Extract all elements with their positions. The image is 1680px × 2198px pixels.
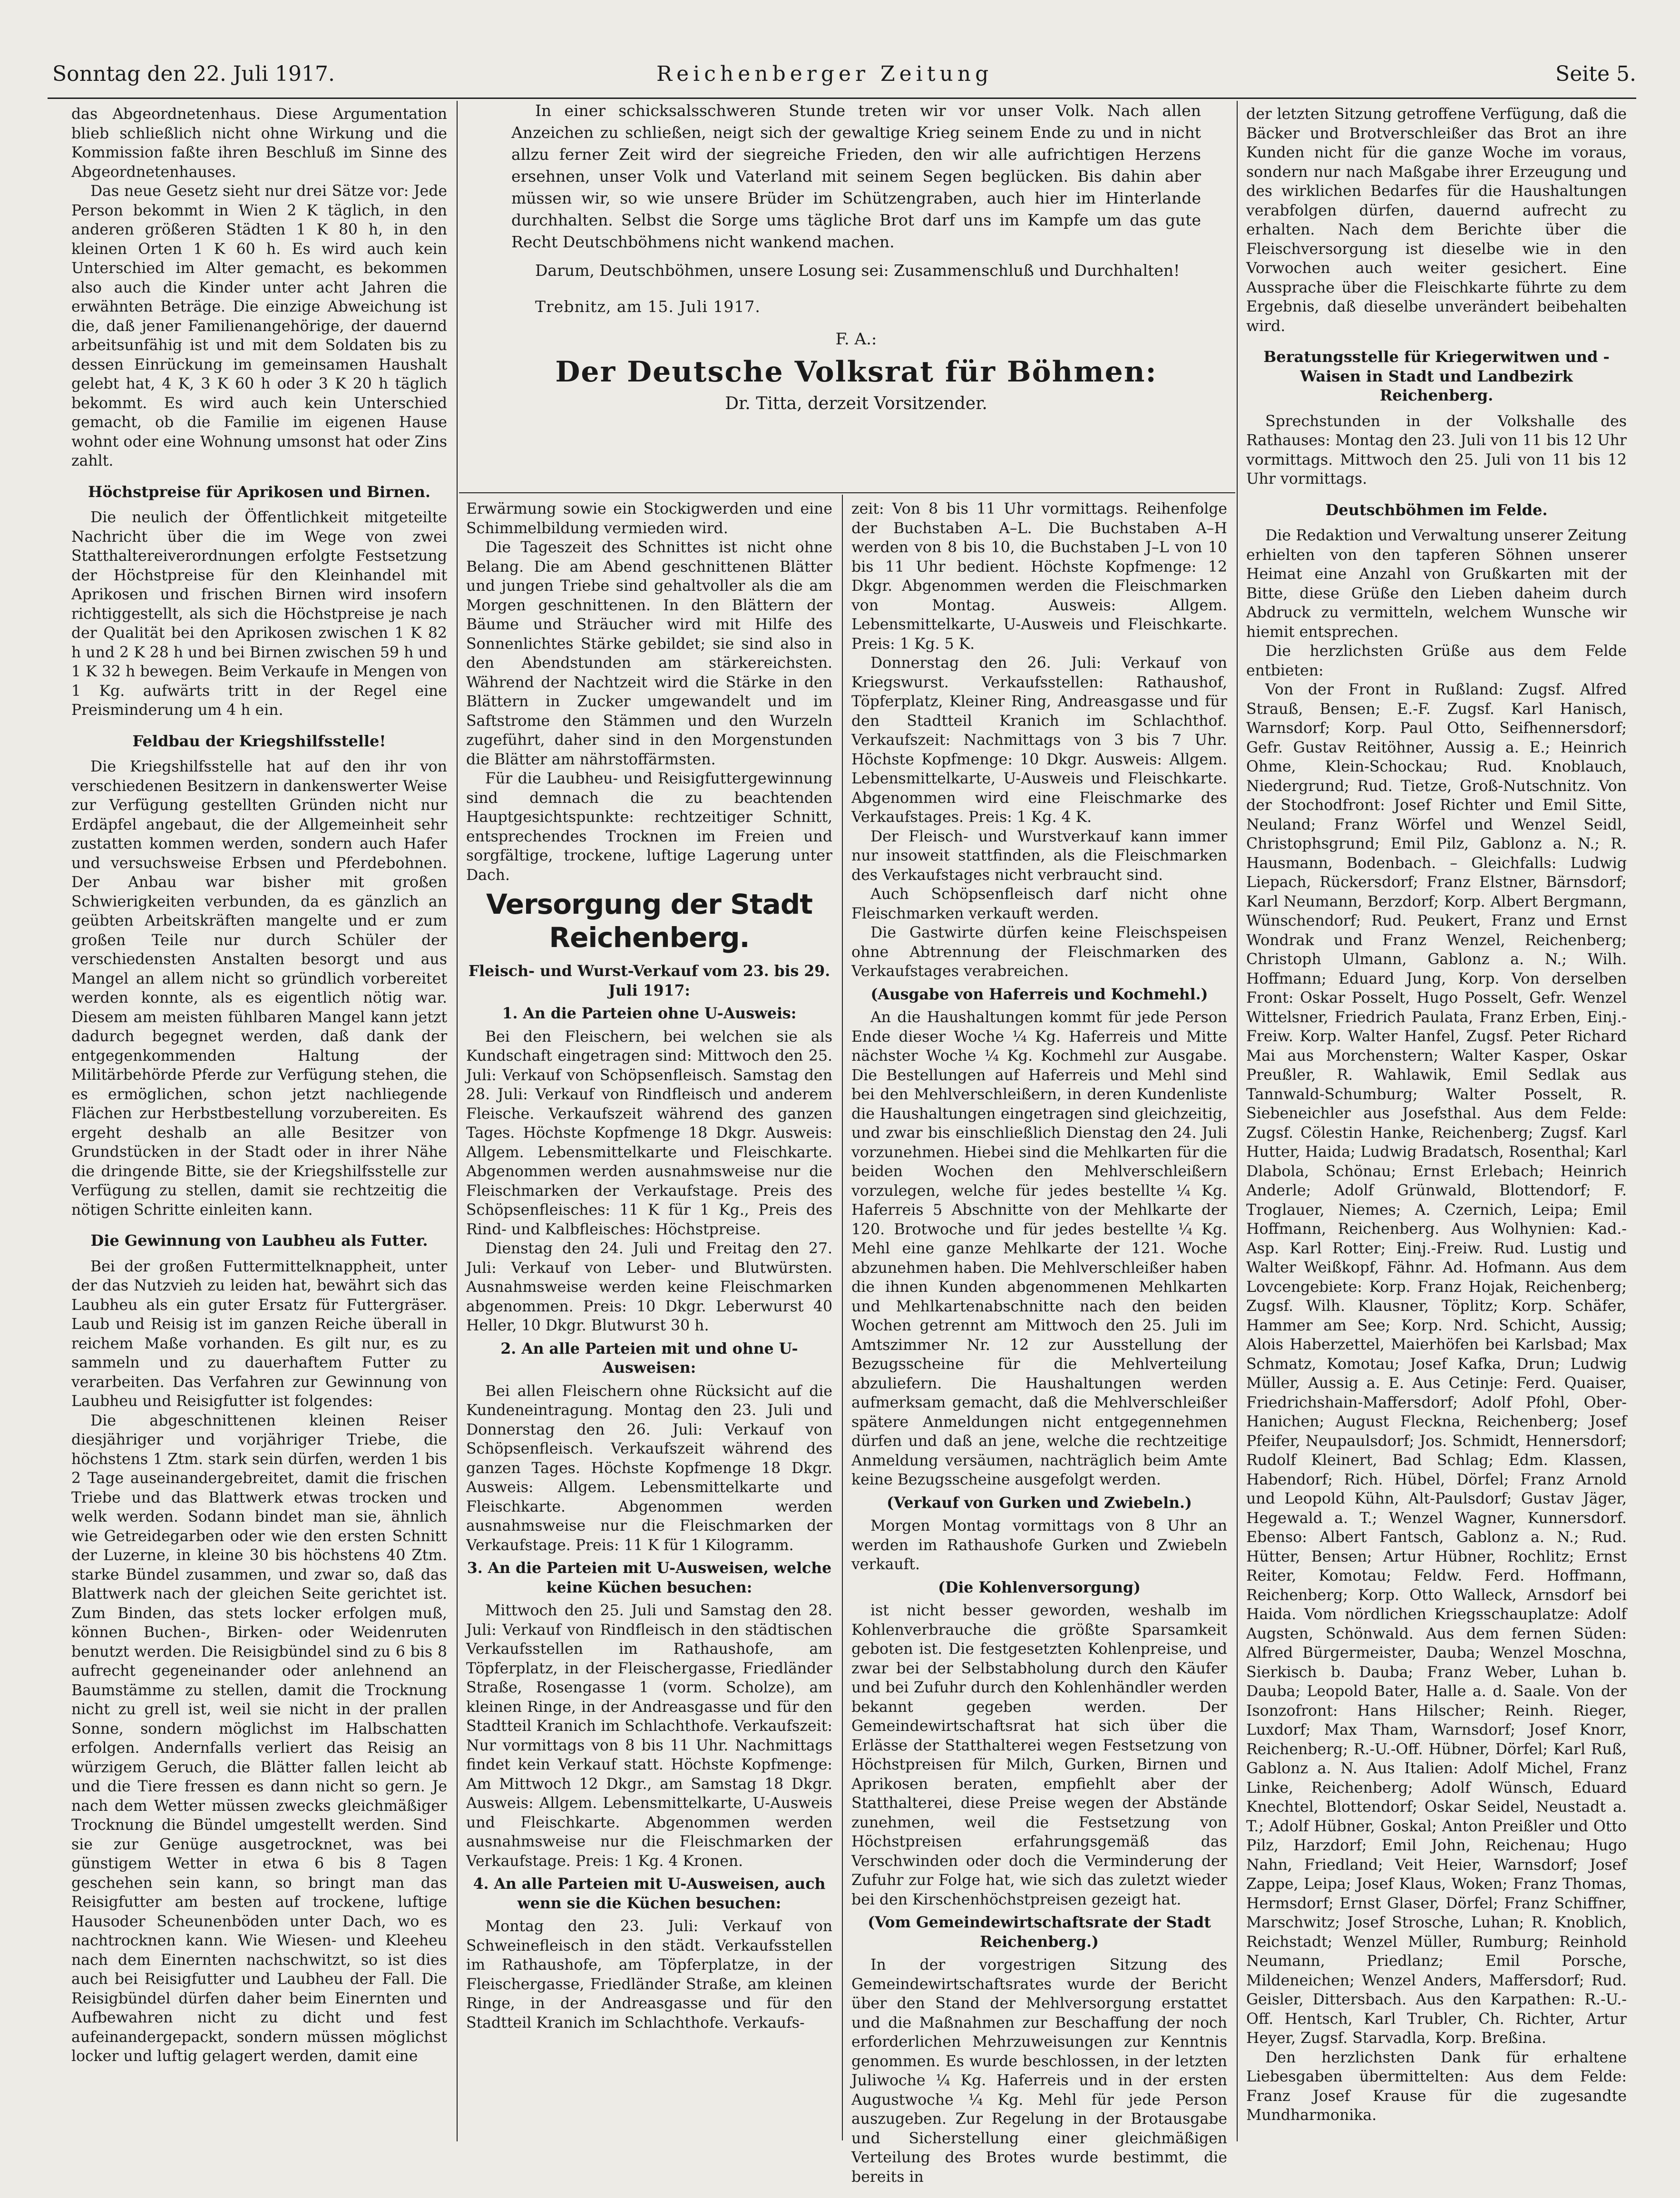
article-heading: Deutschböhmen im Felde.: [1325, 500, 1548, 519]
header-paper-name: Reichenberger Zeitung: [656, 62, 993, 86]
appeal-title: Der Deutsche Volksrat für Böhmen:: [555, 355, 1157, 389]
column-rule: [1237, 101, 1238, 2141]
article-paragraph: Mittwoch den 25. Juli und Samstag den 28. Juli: Verkauf von Rindfleisch in den städtischen Verkaufsstellen im Rathaushofe, am Töpferplatz, in der Fleischergasse, Friedländer Straße, Rosengasse 1 (vorm. Scholze), am kleinen Ringe, in der Andreasgasse und für den Stadtteil Kranich im Schlachthofe. Verkaufszeit: Nur vormittags von 8 bis 11 Uhr. Nachmittags findet kein Verkauf statt. Höchste Kopfmenge: Am Mittwoch 12 Dkgr., am Samstag 18 Dkgr. Ausweis: Allgem. Lebensmittelkarte, U-Ausweis und Fleischkarte. Abgenommen werden ausnahmsweise nur die Fleischmarken der Verkaufstage. Preis: 1 Kg. 4 Kronen.: [466, 1602, 832, 1870]
column-rule: [842, 495, 843, 2140]
article-paragraph: Die Gastwirte dürfen keine Fleischspeisen ohne Abtrennung der Fleischmarken des Verkaufstages verabreichen.: [851, 924, 1227, 980]
article-paragraph: In der vorgestrigen Sitzung des Gemeindewirtschaftsrates wurde der Bericht über den Stand der Mehlversorgung erstattet und die Maßnahmen zur Beschaffung der noch erforderlichen Mehrzuweisungen zur Kenntnis genommen. Es wurde beschlossen, in der letzten Juliwoche ¼ Kg. Haferreis und in der ersten Augustwoche ¼ Kg. Mehl für jede Person auszugeben. Zur Regelung in der Brotausgabe und Sicherstellung einer gleichmäßigen Verteilung des Brotes wurde bestimmt, die bereits in: [851, 1956, 1227, 2186]
header-page-number: Seite 5.: [1555, 62, 1636, 86]
article-paragraph: Bei allen Fleischern ohne Rücksicht auf die Kundeneintragung. Montag den 23. Juli und Donnerstag den 26. Juli: Verkauf von Schöpsenfleisch. Verkaufszeit während des ganzen Tages. Höchste Kopfmenge 18 Dkgr. Ausweis: Allgem. Lebensmittelkarte und Fleischkarte. Abgenommen werden ausnahmsweise nur die Fleischmarken der Verkaufstage. Preis: 11 K für 1 Kilogramm.: [466, 1382, 832, 1554]
article-paragraph: Morgen Montag vormittags von 8 Uhr an werden im Rathaushofe Gurken und Zwiebeln verkauft.: [851, 1517, 1227, 1573]
column-3: [851, 499, 1227, 2186]
column-4: [1246, 105, 1627, 2140]
header-rule: [48, 98, 1636, 99]
column-2: [466, 499, 832, 2140]
page-header: [52, 62, 1636, 95]
section-heading: Versorgung der Stadt Reichenberg.: [486, 888, 812, 954]
article-paragraph: Den herzlichsten Dank für erhaltene Liebesgaben übermittelten: Aus dem Felde: Franz Josef Krause für die zugesandte Mundharmonika.: [1246, 2049, 1627, 2124]
article-paragraph: Die herzlichsten Grüße aus dem Felde entbieten:: [1246, 643, 1627, 679]
article-paragraph: Der Fleisch- und Wurstverkauf kann immer nur insoweit stattfinden, als die Fleischmarken des Verkaufstages nicht verbraucht sind.: [851, 828, 1227, 884]
article-subheading: 3. An die Parteien mit U-Ausweisen, welche keine Küchen besuchen:: [467, 1559, 832, 1596]
article-paragraph: Das neue Gesetz sieht nur drei Sätze vor: Jede Person bekommt in Wien 2 K täglich, in den anderen größeren Städten 1 K 80 h, in den kleinen Orten 1 K 60 h. Es wird auch kein Unterschied im Alter gemacht, es bekommen also auch die Kinder unter acht Jahren die erwähnten Beträge. Die einzige Abweichung ist die, daß jener Familienangehörige, der dauernd arbeitsunfähig ist und mit dem Soldaten bis zu dessen Einrückung im gemeinsamen Haushalt gelebt hat, 4 K, 3 K 60 h oder 3 K 20 h täglich bekommt. Es wird auch kein Unterschied gemacht, ob die Familie im eigenen Hause wohnt oder eine Wohnung umsonst hat oder Zins zahlt.: [71, 183, 447, 469]
article-subheading: (Verkauf von Gurken und Zwiebeln.): [887, 1494, 1192, 1512]
article-paragraph: Bei der großen Futtermittelknappheit, unter der das Nutzvieh zu leiden hat, bewährt sich das Laubheu als ein guter Ersatz für Futtergräser. Laub und Reisig ist im ganzen Reiche überall in reichem Maße vorhanden. Es gilt nur, es zu sammeln und zu dauerhaftem Futter zu verarbeiten. Das Verfahren zur Gewinnung von Laubheu und Reisigfutter ist folgendes:: [71, 1258, 447, 1410]
article-paragraph: Die Redaktion und Verwaltung unserer Zeitung erhielten von den tapferen Söhnen unserer Heimat eine Anzahl von Grußkarten mit der Bitte, diese Grüße den Lieben daheim durch Abdruck zu vermitteln, welchem Wunsche wir hiemit entsprechen.: [1246, 527, 1627, 641]
column-1: [71, 105, 447, 2140]
article-subheading: 4. An alle Parteien mit U-Ausweisen, auch wenn sie die Küchen besuchen:: [473, 1875, 826, 1912]
article-paragraph: ist nicht besser geworden, weshalb im Kohlenverbrauche die größte Sparsamkeit geboten ist. Die festgesetzten Kohlenpreise, und zwar bei der Selbstabholung durch den Käufer und bei Zufuhr durch den Kohlenhändler werden bekannt gegeben werden. Der Gemeindewirtschaftsrat hat sich über die Erlässe der Statthalterei wegen Festsetzung von Höchstpreisen für Milch, Gurken, Birnen und Aprikosen beraten, empfiehlt aber der Statthalterei, diese Preise wegen der Abstände zunehmen, weil die Festsetzung von Höchstpreisen erfahrungsgemäß das Verschwinden oder doch die Verminderung der Zufuhr zur Folge hat, wie sich das zuletzt wieder bei den Kirschenhöchstpreisen gezeigt hat.: [851, 1602, 1227, 1908]
article-paragraph: Sprechstunden in der Volkshalle des Rathauses: Montag den 23. Juli von 11 bis 12 Uhr vormittags. Mittwoch den 25. Juli von 11 bis 12 Uhr vormittags.: [1246, 412, 1627, 488]
article-paragraph: Auch Schöpsenfleisch darf nicht ohne Fleischmarken verkauft werden.: [851, 886, 1227, 922]
article-paragraph: das Abgeordnetenhaus. Diese Argumentation blieb schließlich nicht ohne Wirkung und die Kommission faßte ihren Beschluß im Sinne des Abgeordnetenhauses.: [71, 106, 447, 181]
article-subheading: 2. An alle Parteien mit und ohne U-Ausweisen:: [500, 1339, 798, 1377]
article-paragraph: Donnerstag den 26. Juli: Verkauf von Kriegswurst. Verkaufsstellen: Rathaushof, Töpferplatz, Kleiner Ring, Andreasgasse und für den Stadtteil Kranich im Schlachthof. Verkaufszeit: Nachmittags von 3 bis 7 Uhr. Höchste Kopfmenge: 10 Dkgr. Ausweis: Allgem. Lebensmittelkarte, U-Ausweis und Fleischkarte. Abgenommen wird eine Fleischmarke des Verkaufstages. Preis: 1 Kg. 4 K.: [851, 655, 1227, 826]
article-subheading: (Vom Gemeindewirtschaftsrate der Stadt Reichenberg.): [868, 1914, 1211, 1951]
article-subheading: 1. An die Parteien ohne U-Ausweis:: [502, 1005, 797, 1022]
article-paragraph: Bei den Fleischern, bei welchen sie als Kundschaft eingetragen sind: Mittwoch den 25. Juli: Verkauf von Schöpsenfleisch. Samstag den 28. Juli: Verkauf von Rindfleisch und anderem Fleische. Verkaufszeit während des ganzen Tages. Höchste Kopfmenge 18 Dkgr. Ausweis: Allgem. Lebensmittelkarte und Fleischkarte. Abgenommen werden ausnahmsweise nur die Fleischmarken der Verkaufstage. Preis des Schöpsenfleisches: 11 K für 1 Kg., Preis des Rind- und Kalbfleisches: Höchstpreise.: [466, 1028, 832, 1238]
article-paragraph: Von der Front in Rußland: Zugsf. Alfred Strauß, Bensen; E.-F. Zugsf. Karl Hanisch, Warnsdorf; Korp. Paul Otto, Seifhennersdorf; Gefr. Gustav Reitöhner, Aussig a. E.; Heinrich Ohme, Klein-Schockau; Rud. Knoblauch, Niedergrund; Rud. Tietze, Groß-Nutschnitz. Von der Stochodfront: Josef Richter und Emil Sitte, Neuland; Franz Wörfel und Wenzel Seidl, Christophsgrund; Emil Pilz, Gablonz a. N.; R. Hausmann, Bodenbach. – Gleichfalls: Ludwig Liepach, Rückersdorf; Franz Elstner, Bärnsdorf; Karl Neumann, Berzdorf; Korp. Albert Bergmann, Wünschendorf; Rud. Peukert, Franz und Ernst Wondrak und Franz Wenzel, Reichenberg; Christoph Ulmann, Gablonz a. N.; Wilh. Hoffmann; Eduard Jung, Korp. Von derselben Front: Oskar Posselt, Hugo Posselt, Gefr. Wenzel Wittelsner, Friedrich Paulata, Franz Erben, Einj.-Freiw. Korp. Walter Hanfel, Zugsf. Peter Richard Mai aus Morchenstern; Walter Kasper, Oskar Preußler, R. Wahlawik, Emil Sedlak aus Tannwald-Schumburg; Walter Posselt, R. Siebeneichler aus Josefsthal. Aus dem Felde: Zugsf. Cölestin Hanke, Reichenberg; Zugsf. Karl Hutter, Haida; Ludwig Bradatsch, Rosenthal; Karl Dlabola, Schönau; Ernst Erlebach; Heinrich Anderle; Adolf Grünwald, Blottendorf; F. Troglauer, Niemes; A. Czernich, Leipa; Emil Hoffmann, Reichenberg. Aus Wolhynien: Kad.-Asp. Karl Rotter; Einj.-Freiw. Rud. Lustig und Walter Weißkopf, Fähnr. Ad. Hofmann. Aus dem Lovcengebiete: Korp. Franz Hojak, Reichenberg; Zugsf. Wilh. Klausner, Töplitz; Korp. Schäfer, Hammer am See; Korp. Nrd. Schicht, Aussig; Alois Haberzettel, Maierhöfen bei Karlsbad; Max Schmatz, Komotau; Josef Kafka, Drun; Ludwig Müller, Aussig a. E. Aus Cetinje: Ferd. Quaiser, Friedrichshain-Maffersdorf; Adolf Pfohl, Ober-Hanichen; August Fleckna, Reichenberg; Josef Pfeifer, Neupaulsdorf; Jos. Schmidt, Hennersdorf; Rudolf Kleinert, Bad Schlag; Edm. Klassen, Habendorf; Rich. Hübel, Dörfel; Franz Arnold und Leopold Kühn, Alt-Paulsdorf; Gustav Jäger, Hegewald a. T.; Wenzel Wagner, Kunnersdorf. Ebenso: Albert Fantsch, Gablonz a. N.; Rud. Hütter, Bensen; Artur Hübner, Rochlitz; Ernst Reiter, Komotau; Feldw. Ferd. Hoffmann, Reichenberg; Korp. Otto Walleck, Arnsdorf bei Haida. Vom nördlichen Kriegsschauplatze: Adolf Augsten, Schönwald. Aus dem fernen Süden: Alfred Bürgermeister, Dauba; Wenzel Moschna, Sierkisch b. Dauba; Franz Weber, Luhan b. Dauba; Leopold Bater, Halle a. d. Saale. Von der Isonzofront: Hans Hilscher; Reinh. Rieger, Luxdorf; Max Tham, Warnsdorf; Josef Knorr, Reichenberg; R.-U.-Off. Hübner, Dörfel; Karl Ruß, Gablonz a. N. Aus Italien: Adolf Michel, Franz Linke, Reichenberg; Adolf Wünsch, Eduard Knechtel, Blottendorf; Oskar Seidel, Neustadt a. T.; Adolf Hübner, Goskal; Anton Preißler und Otto Pilz, Harzdorf; Emil John, Reichenau; Hugo Nahn, Friedland; Veit Heier, Warnsdorf; Josef Zappe, Leipa; Josef Klaus, Woken; Franz Thomas, Hermsdorf; Ernst Glaser, Dörfel; Franz Schiffner, Marschwitz; Josef Strosche, Luhan; R. Knoblich, Reichstadt; Wenzel Müller, Rumburg; Reinhold Neumann, Priedlanz; Emil Porsche, Mildeneichen; Wenzel Anders, Maffersdorf; Rud. Geisler, Dittersbach. Aus den Karpathen: R.-U.-Off. Hentsch, Karl Trubler, Ch. Richter, Artur Heyer, Zugsf. Starvadla, Korp. Breßina.: [1246, 681, 1627, 2047]
article-paragraph: Für die Laubheu- und Reisigfuttergewinnung sind demnach die zu beachtenden Hauptgesichtspunkte: rechtzeitiger Schnitt, entsprechendes Trocknen im Freien und sorgfältige, trockene, luftige Lagerung unter Dach.: [466, 770, 832, 884]
article-heading: Beratungsstelle für Kriegerwitwen und -Waisen in Stadt und Landbezirk Reichenberg.: [1263, 348, 1610, 404]
article-subheading: Fleisch- und Wurst-Verkauf vom 23. bis 29. Juli 1917:: [468, 962, 830, 999]
article-paragraph: Die Tageszeit des Schnittes ist nicht ohne Belang. Die am Abend geschnittenen Blätter und jungen Triebe sind gehaltvoller als die am Morgen geschnittenen. In den Blättern der Bäume und Sträucher wird mit Hilfe des Sonnenlichtes Stärke gebildet; sie sind also in den Abendstunden am stärkereichsten. Während der Nachtzeit wird die Stärke in den Blättern in Zucker umgewandelt und im Saftstrome den Stämmen und den Wurzeln zugeführt, daher sind in den Morgenstunden die Blätter am nährstoffärmsten.: [466, 539, 832, 768]
article-paragraph: An die Haushaltungen kommt für jede Person Ende dieser Woche ¼ Kg. Haferreis und Mitte nächster Woche ¼ Kg. Kochmehl zur Ausgabe. Die Bestellungen auf Haferreis und Mehl sind bei den Mehlverschleißern, in deren Kundenliste die Haushaltungen eingetragen sind gleichzeitig, und zwar bis einschließlich Dienstag den 24. Juli vorzunehmen. Hiebei sind die Mehlkarten für die beiden Wochen den Mehlverschleißern vorzulegen, welche für jedes bestellte ¼ Kg. Haferreis 5 Abschnitte von der Mehlkarte der 120. Brotwoche und für jedes bestellte ¼ Kg. Mehl eine ganze Mehlkarte der 121. Woche abzunehmen haben. Die Mehlverschleißer haben die ihnen Kunden abgenommenen Mehlkarten und Mehlkartenabschnitte nach den beiden Wochen getrennt am Mittwoch den 25. Juli im Amtszimmer Nr. 12 zur Ausstellung der Bezugsscheine für die Mehlverteilung abzuliefern. Die Haushaltungen werden aufmerksam gemacht, daß die Mehlverschleißer spätere Anmeldungen nicht entgegennehmen dürfen und daß an jene, welche die rechtzeitige Anmeldung versäumen, nachträglich beim Amte keine Bezugsscheine ausgefolgt werden.: [851, 1009, 1227, 1488]
appeal-date: Trebnitz, am 15. Juli 1917.: [535, 297, 761, 316]
column-rule: [457, 101, 458, 2141]
article-heading: Höchstpreise für Aprikosen und Birnen.: [88, 482, 431, 501]
article-subheading: (Die Kohlenversorgung): [938, 1578, 1141, 1596]
article-heading: Die Gewinnung von Laubheu als Futter.: [90, 1231, 428, 1250]
article-paragraph: zeit: Von 8 bis 11 Uhr vormittags. Reihenfolge der Buchstaben A–L. Die Buchstaben A–H werden von 8 bis 10, die Buchstaben J–L von 10 bis 11 Uhr bedient. Höchste Kopfmenge: 12 Dkgr. Abgenommen werden die Fleischmarken von Montag. Ausweis: Allgem. Lebensmittelkarte, U-Ausweis und Fleischkarte. Preis: 1 Kg. 5 K.: [851, 500, 1227, 653]
article-paragraph: Montag den 23. Juli: Verkauf von Schweinefleisch in den städt. Verkaufsstellen im Rathaushofe, am Töpferplatze, in der Fleischergasse, Friedländer Straße, am kleinen Ringe, in der Andreasgasse und für den Stadtteil Kranich im Schlachthofe. Verkaufs-: [466, 1918, 832, 2032]
article-heading: Feldbau der Kriegshilfsstelle!: [132, 732, 386, 750]
article-paragraph: Dienstag den 24. Juli und Freitag den 27. Juli: Verkauf von Leber- und Blutwürsten. Ausnahmsweise werden keine Fleischmarken abgenommen. Preis: 10 Dkgr. Leberwurst 40 Heller, 10 Dkgr. Blutwurst 30 h.: [466, 1240, 832, 1334]
article-paragraph: Die Kriegshilfsstelle hat auf den ihr von verschiedenen Besitzern in dankenswerter Weise zur Verfügung gestellten Gründen nicht nur Erdäpfel angebaut, die der Allgemeinheit sehr zustatten kommen werden, sondern auch Hafer und versuchsweise Erbsen und Pferdebohnen. Der Anbau war bisher mit großen Schwierigkeiten verbunden, da es gänzlich an geübten Arbeitskräften mangelte und er zum großen Teile nur durch Schüler der verschiedensten Anstalten besorgt und aus Mangel an allem nicht so gründlich vorbereitet werden konnte, als es eigentlich nötig war. Diesem am meisten fühlbaren Mangel kann jetzt dadurch begegnet werden, daß dank der entgegenkommenden Haltung der Militärbehörde Pferde zur Verfügung stehen, die es ermöglichen, schon jetzt nachliegende Flächen zur Herbstbestellung vorzubereiten. Es ergeht deshalb an alle Besitzer von Grundstücken in der Stadt oder in ihrer Nähe die dringende Bitte, sie der Kriegshilfsstelle zur Verfügung zu stellen, damit sie rechtzeitig die nötigen Schritte einleiten kann.: [71, 758, 447, 1219]
appeal-bottom-rule: [459, 492, 1235, 493]
appeal-signature: Dr. Titta, derzeit Vorsitzender.: [725, 394, 987, 413]
article-paragraph: Erwärmung sowie ein Stockigwerden und eine Schimmelbildung vermieden wird.: [466, 500, 832, 537]
article-subheading: (Ausgabe von Haferreis und Kochmehl.): [870, 985, 1208, 1003]
header-date: Sonntag den 22. Juli 1917.: [52, 62, 335, 86]
appeal-fa: F. A.:: [835, 330, 877, 349]
appeal-paragraph: Darum, Deutschböhmen, unsere Losung sei: Zusammenschluß und Durchhalten!: [535, 261, 1180, 280]
appeal-block: [511, 100, 1201, 415]
article-paragraph: Die abgeschnittenen kleinen Reiser diesjähriger und vorjähriger Triebe, die höchstens 1 Ztm. stark sein dürfen, werden 1 bis 2 Tage auseinandergebreitet, damit die frischen Triebe und das Blattwerk etwas trocken und welk werden. Sodann bindet man sie, ähnlich wie Getreidegarben oder wie den ersten Schnitt der Luzerne, in kleine 30 bis höchstens 40 Ztm. starke Bündel zusammen, und zwar so, daß das Blattwerk nach der gleichen Seite gerichtet ist. Zum Binden, das stets locker erfolgen muß, können Buchen-, Birken- oder Weidenruten benutzt werden. Die Reisigbündel sind zu 6 bis 8 aufrecht gegeneinander oder anlehnend an Baumstämme zu stellen, damit die Trocknung nicht zu grell ist, weil sie nicht in der prallen Sonne, sondern möglichst im Halbschatten erfolgen. Andernfalls verliert das Reisig an würzigem Geruch, die Blätter fallen leicht ab und die Tiere fressen es dann nicht so gern. Je nach dem Wetter müssen zwecks gleichmäßiger Trocknung die Bündel umgestellt werden. Sind sie zur Genüge ausgetrocknet, was bei günstigem Wetter in etwa 6 bis 8 Tagen geschehen sein kann, so bringt man das Reisigfutter am besten auf trockene, luftige Hausoder Scheunenböden unter Dach, wo es nachtrocknen kann. Wie Wiesen- und Kleeheu nach dem Einernten nachschwitzt, so ist dies auch bei Reisigfutter und Laubheu der Fall. Die Reisigbündel dürfen daher beim Einernten und Aufbewahren nicht zu dicht und fest aufeinandergepackt, sondern müssen möglichst locker und luftig gelagert werden, damit eine: [71, 1412, 447, 2065]
article-paragraph: Die neulich der Öffentlichkeit mitgeteilte Nachricht über die im Wege von zwei Statthaltereiverordnungen erfolgte Festsetzung der Höchstpreise für den Kleinhandel mit Aprikosen und frischen Birnen wird insofern richtiggestellt, als sich die Höchstpreise je nach der Qualität bei den Aprikosen zwischen 1 K 82 h und 2 K 28 h und bei Birnen zwischen 59 h und 1 K 32 h bewegen. Beim Verkaufe in Mengen von 1 Kg. aufwärts tritt in der Regel eine Preisminderung um 4 h ein.: [71, 509, 448, 719]
appeal-paragraph: In einer schicksalsschweren Stunde treten wir vor unser Volk. Nach allen Anzeichen zu schließen, neigt sich der gewaltige Krieg seinem Ende zu und in nicht allzu ferner Zeit wird der siegreiche Frieden, den wir alle aufrichtigen Herzens ersehnen, unser Volk und Vaterland mit seinem Segen beglücken. Bis dahin aber müssen wir, so wie unsere Brüder im Schützengraben, auch hier im Hinterlande durchhalten. Selbst die Sorge ums tägliche Brot darf uns im Kampfe um das gute Recht Deutschböhmens nicht wankend machen.: [511, 101, 1201, 251]
article-paragraph: der letzten Sitzung getroffene Verfügung, daß die Bäcker und Brotverschleißer das Brot an ihre Kunden nicht für die ganze Woche im voraus, sondern nur nach Maßgabe ihrer Erzeugung und des wirklichen Bedarfes für die Haushaltungen verabfolgen dürfen, dauernd aufrecht zu erhalten. Nach dem Berichte über die Fleischversorgung ist dieselbe wie in den Vorwochen auch weiter gesichert. Eine Aussprache über die Fleischkarte führte zu dem Ergebnis, daß dieselbe unverändert beibehalten wird.: [1246, 106, 1627, 335]
